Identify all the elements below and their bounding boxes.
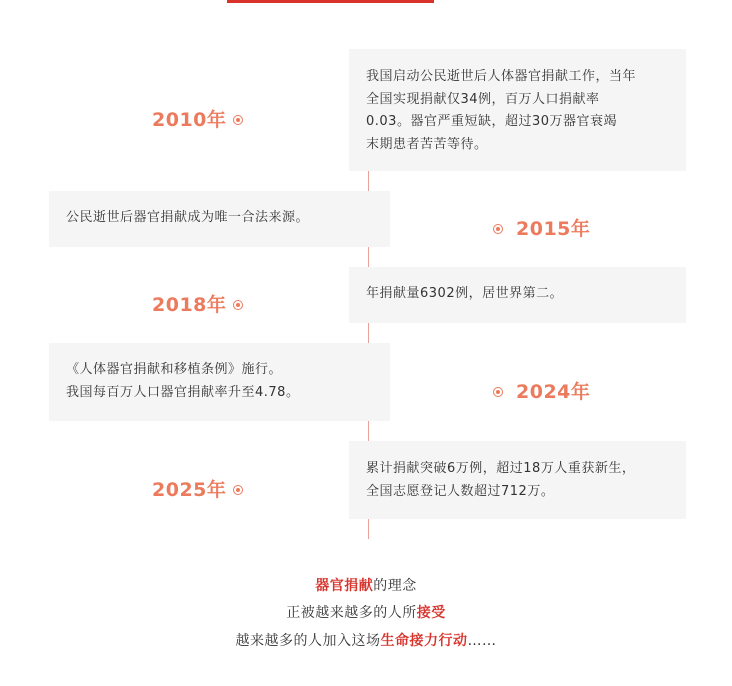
- closing-line-1: [0, 576, 732, 596]
- timeline-dot-icon: [493, 224, 503, 234]
- card-line: 我国每百万人口器官捐献率升至4.78。: [66, 384, 300, 400]
- timeline-card-2010: [349, 49, 686, 171]
- timeline-card-2024: [49, 343, 390, 421]
- timeline-year-2010: 2010年: [152, 109, 227, 131]
- timeline-dot-icon: [493, 387, 503, 397]
- closing-highlight: 生命接力行动: [380, 633, 468, 649]
- timeline-card-2015: [49, 191, 390, 247]
- timeline-connector: [368, 247, 369, 267]
- timeline-year-2025: 2025年: [152, 479, 227, 501]
- card-line: 全国志愿登记人数超过712万。: [366, 483, 555, 499]
- closing-text: 的理念: [373, 578, 417, 594]
- timeline-card-2025: [349, 441, 686, 519]
- timeline-connector: [368, 171, 369, 191]
- closing-text: ……: [467, 633, 497, 649]
- top-accent-bar: [227, 0, 434, 3]
- card-line: 累计捐献突破6万例，超过18万人重获新生，: [366, 461, 636, 476]
- timeline-connector: [368, 519, 369, 539]
- closing-text: 越来越多的人加入这场: [235, 633, 381, 649]
- closing-line-2: [0, 603, 732, 623]
- timeline-dot-icon: [233, 485, 243, 495]
- timeline-dot-icon: [233, 115, 243, 125]
- timeline-connector: [368, 421, 369, 441]
- closing-line-3: [0, 631, 732, 651]
- timeline-year-2018: 2018年: [152, 294, 227, 316]
- card-line: 年捐献量6302例，居世界第二。: [366, 286, 564, 301]
- card-line: 末期患者苦苦等待。: [366, 136, 488, 152]
- timeline-year-2024: 2024年: [516, 381, 591, 403]
- card-line: 0.03。器官严重短缺，超过30万器官衰竭: [366, 114, 617, 129]
- timeline-year-2015: 2015年: [516, 218, 591, 240]
- closing-highlight: 接受: [416, 605, 446, 621]
- closing-text: 正被越来越多的人所: [286, 605, 417, 621]
- closing-highlight: 器官捐献: [315, 578, 374, 594]
- timeline-card-2018: [349, 267, 686, 323]
- card-line: 全国实现捐献仅34例，百万人口捐献率: [366, 91, 600, 107]
- card-line: 《人体器官捐献和移植条例》施行。: [66, 362, 283, 377]
- timeline-dot-icon: [233, 300, 243, 310]
- timeline-connector: [368, 323, 369, 343]
- card-line: 我国启动公民逝世后人体器官捐献工作，当年: [366, 69, 637, 84]
- card-line: 公民逝世后器官捐献成为唯一合法来源。: [66, 210, 310, 225]
